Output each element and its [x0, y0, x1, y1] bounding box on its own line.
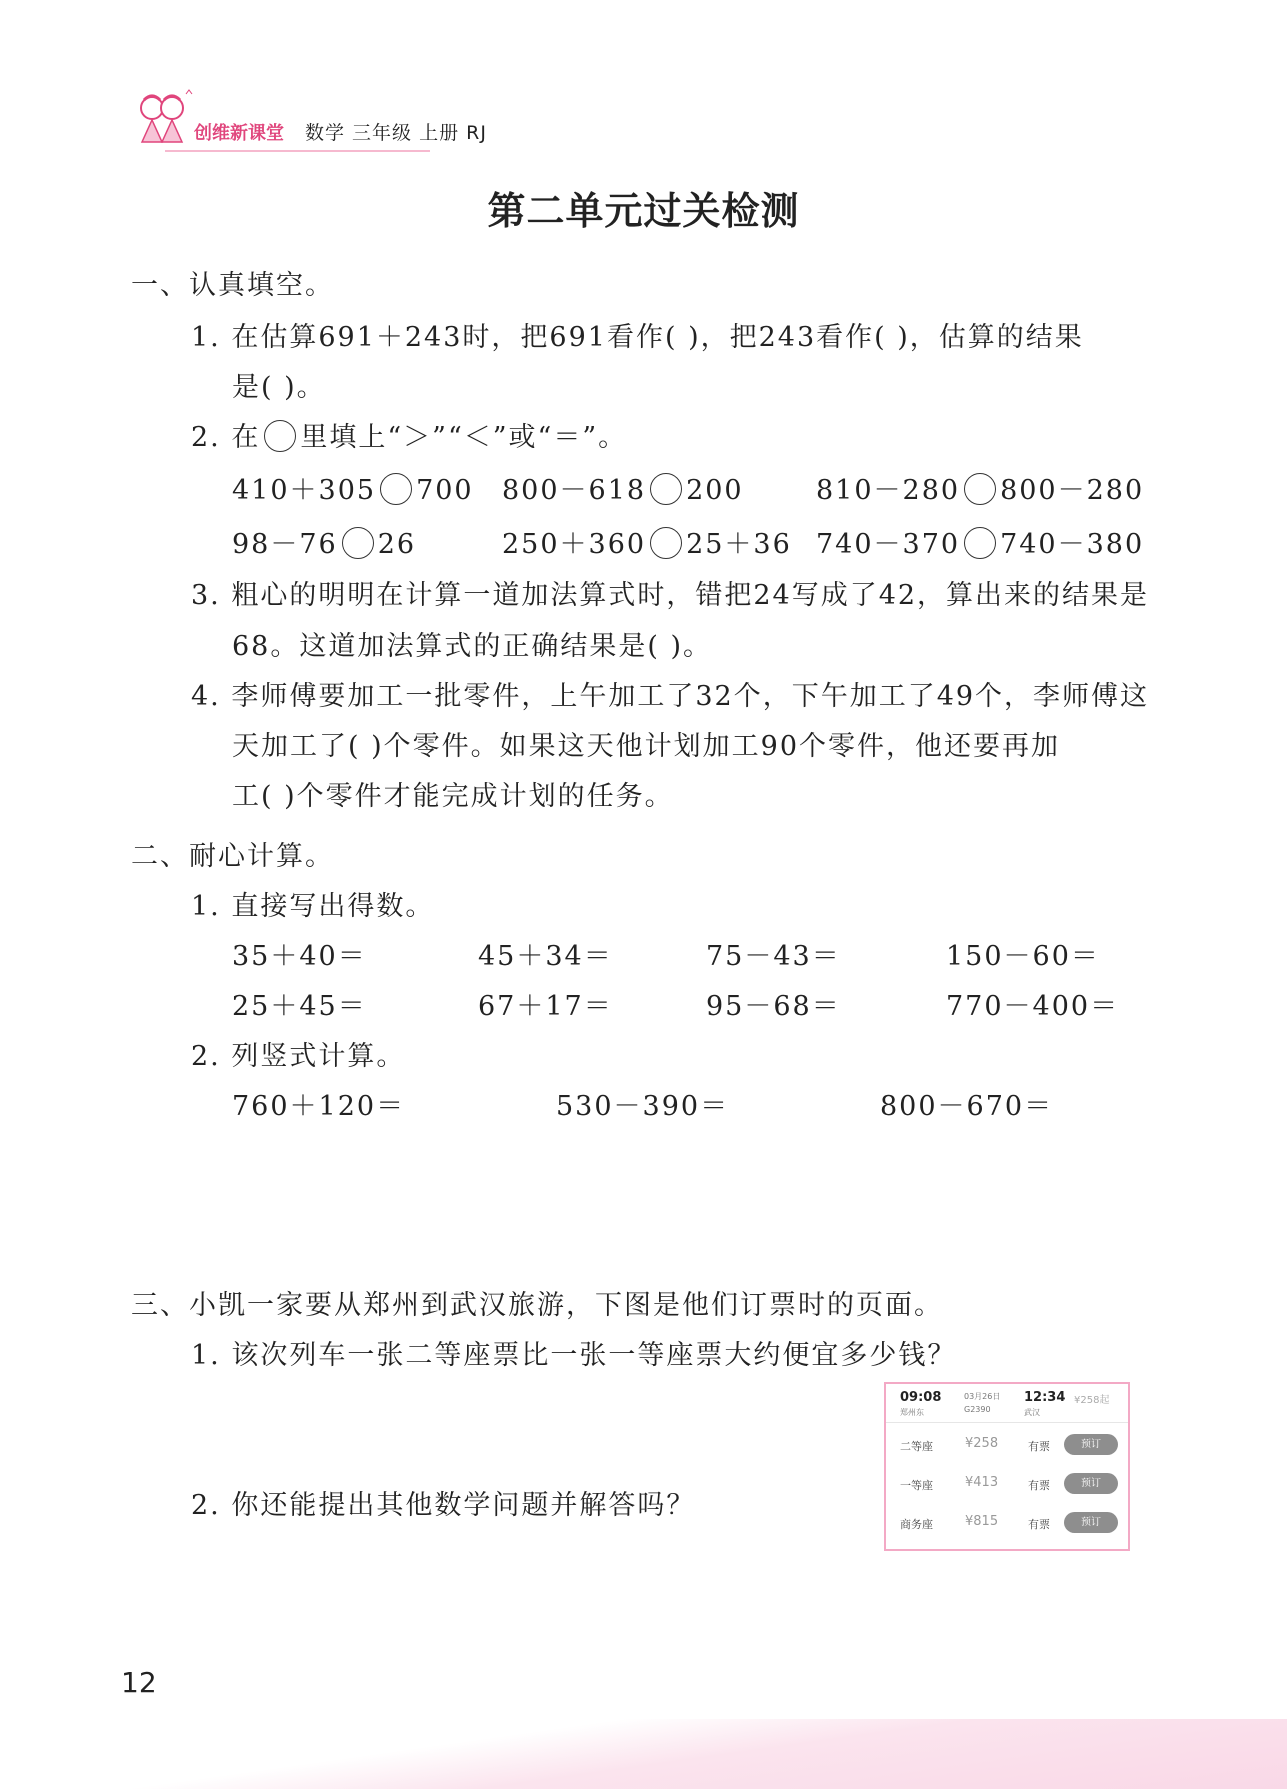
- section1-heading: 一、认真填空。: [131, 270, 334, 301]
- subject-info: 数学 三年级 上册 RJ: [305, 122, 487, 144]
- compare-item: 250＋360 25＋36: [502, 529, 792, 560]
- page-title: 第二单元过关检测: [487, 189, 800, 233]
- q1-2: [191, 415, 627, 454]
- oral-problem: 25＋45＝: [232, 991, 367, 1022]
- vertical-problem: 800－670＝: [880, 1091, 1054, 1122]
- depart-station: 郑州东: [900, 1408, 924, 1417]
- footer-band: [0, 1719, 1287, 1789]
- q1-1-line2: 是( )。: [232, 372, 326, 403]
- arrive-time: 12:34: [1024, 1390, 1066, 1405]
- seat-row: 商务座 ¥815 有票 预订: [886, 1506, 1128, 1540]
- seat-row: 一等座 ¥413 有票 预订: [886, 1467, 1128, 1501]
- q1-2-suffix: 里填上“＞”“＜”或“＝”。: [300, 422, 628, 453]
- page-number: 12: [121, 1666, 157, 1699]
- answer-circle[interactable]: [964, 473, 996, 505]
- depart-time: 09:08: [900, 1390, 942, 1405]
- compare-item: 740－370 740－380: [816, 529, 1145, 560]
- q1-4-line1: 4. 李师傅要加工一批零件，上午加工了32个，下午加工了49个，李师傅这: [191, 681, 1150, 712]
- book-button[interactable]: 预订: [1064, 1434, 1118, 1455]
- train-info-bar: [886, 1384, 1128, 1423]
- answer-circle[interactable]: [964, 527, 996, 559]
- q1-1-line1: 1. 在估算691＋243时，把691看作( )，把243看作( )，估算的结果: [191, 322, 1084, 353]
- oral-problem: 770－400＝: [946, 991, 1120, 1022]
- seat-row: 二等座 ¥258 有票 预订: [886, 1428, 1128, 1462]
- oral-problem: 35＋40＝: [232, 941, 367, 972]
- q1-3-line2: 68。这道加法算式的正确结果是( )。: [232, 631, 713, 662]
- compare-item: 800－618 200: [502, 475, 744, 506]
- vertical-problem: 760＋120＝: [232, 1091, 406, 1122]
- answer-circle[interactable]: [342, 527, 374, 559]
- oral-problem: 67＋17＝: [478, 991, 613, 1022]
- section2-heading: 二、耐心计算。: [131, 841, 334, 872]
- q1-4-line2: 天加工了( )个零件。如果这天他计划加工90个零件，他还要再加: [232, 731, 1061, 762]
- q2-1: 1. 直接写出得数。: [191, 891, 435, 922]
- lowest-price: ¥258起: [1074, 1395, 1110, 1406]
- compare-item: 410＋305 700: [232, 475, 474, 506]
- q3-2: 2. 你还能提出其他数学问题并解答吗？: [191, 1490, 696, 1521]
- train-number: G2390: [964, 1405, 991, 1414]
- answer-circle[interactable]: [380, 473, 412, 505]
- q1-4-line3: 工( )个零件才能完成计划的任务。: [232, 781, 674, 812]
- section3-heading: 三、小凯一家要从郑州到武汉旅游，下图是他们订票时的页面。: [131, 1290, 943, 1321]
- q2-2: 2. 列竖式计算。: [191, 1041, 406, 1072]
- answer-circle[interactable]: [650, 473, 682, 505]
- header-divider: [165, 150, 430, 152]
- travel-date: 03月26日: [964, 1392, 1001, 1401]
- book-button[interactable]: 预订: [1064, 1473, 1118, 1494]
- answer-circle[interactable]: [650, 527, 682, 559]
- ticket-booking-panel: [884, 1382, 1130, 1551]
- arrive-station: 武汉: [1024, 1408, 1040, 1417]
- answer-circle[interactable]: [264, 420, 296, 452]
- compare-item: 98－76 26: [232, 529, 417, 560]
- book-button[interactable]: 预订: [1064, 1512, 1118, 1533]
- oral-problem: 75－43＝: [706, 941, 841, 972]
- q1-2-prefix: 2. 在: [191, 422, 261, 453]
- brand-name: 创维新课堂: [194, 123, 284, 144]
- q1-3-line1: 3. 粗心的明明在计算一道加法算式时，错把24写成了42，算出来的结果是: [191, 580, 1150, 611]
- vertical-problem: 530－390＝: [556, 1091, 730, 1122]
- q3-1: 1. 该次列车一张二等座票比一张一等座票大约便宜多少钱？: [191, 1340, 957, 1371]
- oral-problem: 45＋34＝: [478, 941, 613, 972]
- oral-problem: 150－60＝: [946, 941, 1100, 972]
- compare-item: 810－280 800－280: [816, 475, 1145, 506]
- oral-problem: 95－68＝: [706, 991, 841, 1022]
